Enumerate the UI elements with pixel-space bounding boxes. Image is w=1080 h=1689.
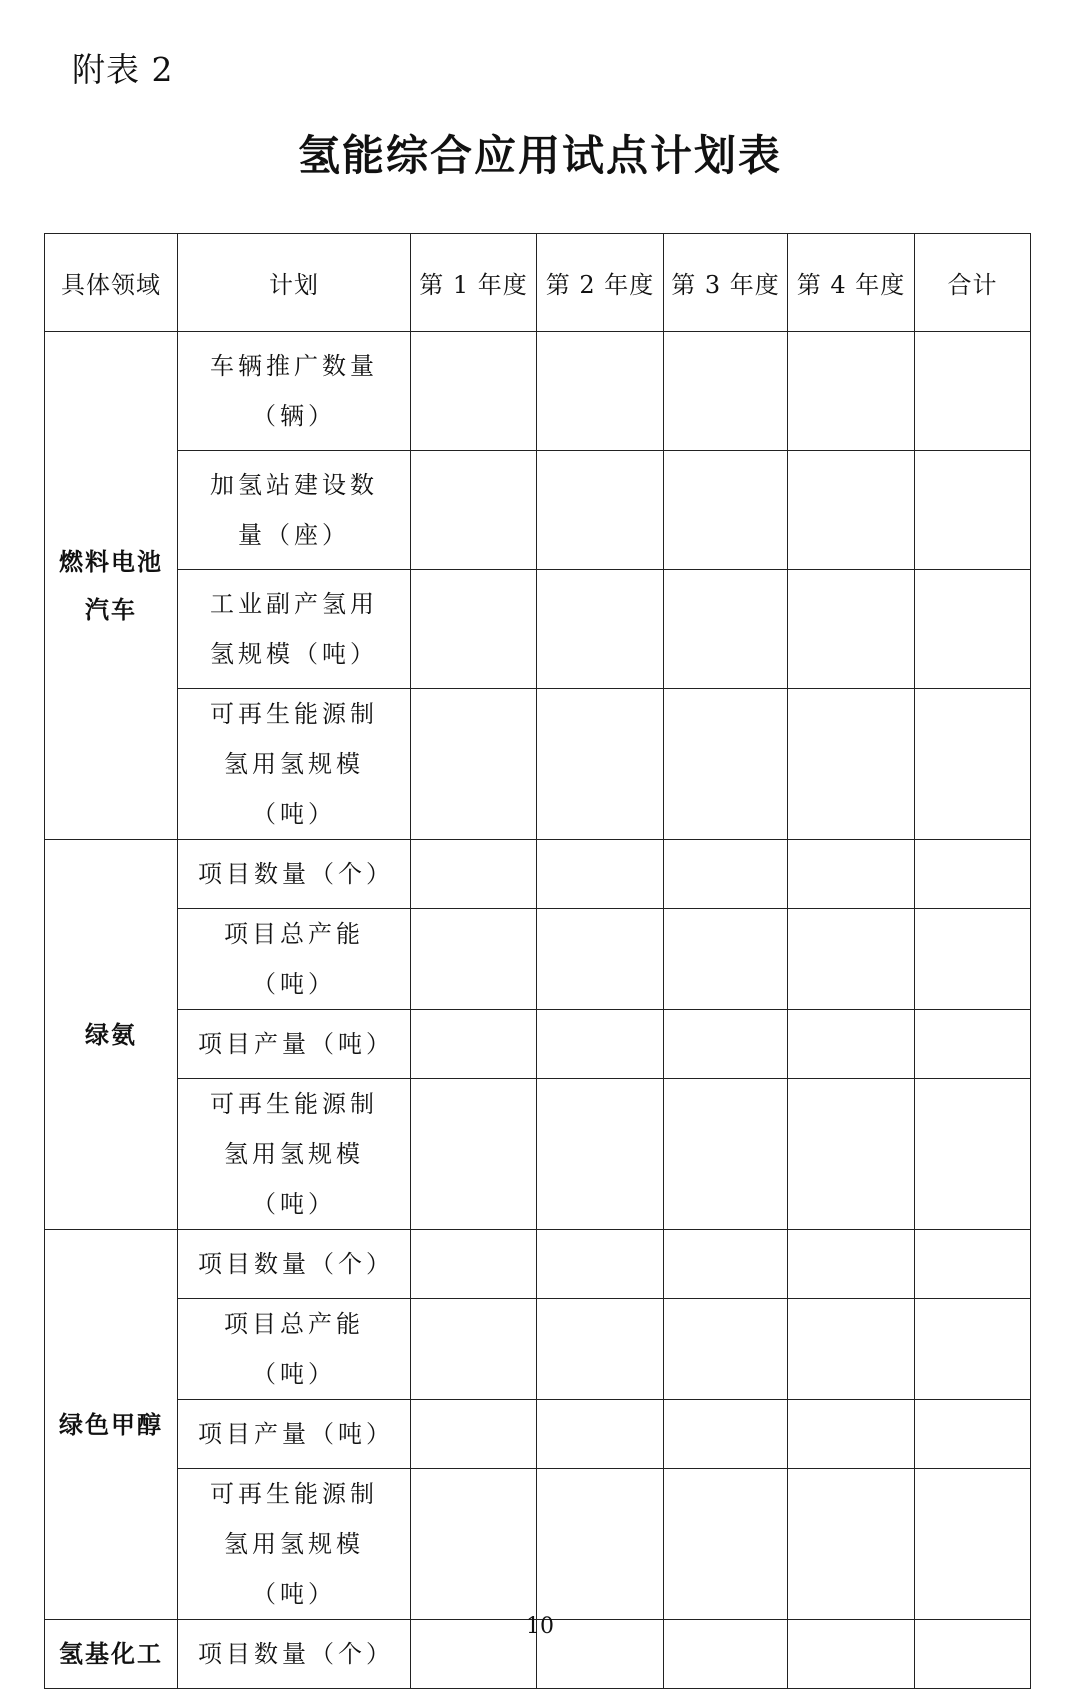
value-cell (915, 332, 1031, 451)
value-cell (915, 1469, 1031, 1620)
domain-cell-hydrogen-chemicals: 氢基化工 (45, 1620, 178, 1689)
value-cell (664, 1400, 788, 1469)
value-cell (915, 689, 1031, 840)
value-cell (788, 332, 915, 451)
value-cell (788, 909, 915, 1010)
plan-item-cell: 项目数量（个） (178, 840, 411, 909)
value-cell (411, 909, 537, 1010)
page-title: 氢能综合应用试点计划表 (297, 131, 782, 180)
value-cell (788, 1230, 915, 1299)
plan-item-cell: 车辆推广数量（辆） (178, 332, 411, 451)
plan-table (44, 233, 1031, 1689)
value-cell (664, 451, 788, 570)
table-row (45, 1400, 1031, 1469)
value-cell (788, 689, 915, 840)
value-cell (537, 451, 664, 570)
value-cell (537, 1010, 664, 1079)
value-cell (537, 689, 664, 840)
domain-cell-green-methanol: 绿色甲醇 (45, 1230, 178, 1620)
attachment-label: 附表 2 (72, 50, 174, 89)
value-cell (411, 570, 537, 689)
value-cell (788, 570, 915, 689)
header-domain: 具体领域 (45, 234, 178, 332)
value-cell (411, 1299, 537, 1400)
plan-item-cell: 可再生能源制氢用氢规模（吨） (178, 1079, 411, 1230)
value-cell (411, 1010, 537, 1079)
value-cell (664, 570, 788, 689)
value-cell (788, 1299, 915, 1400)
value-cell (537, 332, 664, 451)
table-row (45, 1469, 1031, 1620)
plan-item-cell: 可再生能源制氢用氢规模（吨） (178, 1469, 411, 1620)
plan-item-cell: 项目产量（吨） (178, 1400, 411, 1469)
value-cell (537, 1230, 664, 1299)
table-row (45, 1299, 1031, 1400)
value-cell (915, 909, 1031, 1010)
header-year-3: 第 3 年度 (664, 234, 788, 332)
value-cell (411, 1400, 537, 1469)
table-row (45, 332, 1031, 451)
value-cell (664, 332, 788, 451)
value-cell (664, 1079, 788, 1230)
value-cell (915, 840, 1031, 909)
table-row (45, 689, 1031, 840)
value-cell (537, 1400, 664, 1469)
value-cell (411, 1230, 537, 1299)
value-cell (411, 451, 537, 570)
value-cell (411, 1079, 537, 1230)
value-cell (788, 1010, 915, 1079)
table-row (45, 451, 1031, 570)
plan-item-cell: 项目总产能（吨） (178, 909, 411, 1010)
page-number: 10 (526, 1614, 554, 1639)
table-row (45, 1079, 1031, 1230)
plan-item-cell: 工业副产氢用氢规模（吨） (178, 570, 411, 689)
value-cell (537, 840, 664, 909)
value-cell (664, 1230, 788, 1299)
value-cell (915, 1079, 1031, 1230)
value-cell (537, 1469, 664, 1620)
value-cell (411, 840, 537, 909)
value-cell (788, 451, 915, 570)
value-cell (664, 689, 788, 840)
value-cell (664, 1469, 788, 1620)
header-year-2: 第 2 年度 (537, 234, 664, 332)
value-cell (411, 689, 537, 840)
plan-item-cell: 项目数量（个） (178, 1230, 411, 1299)
plan-item-cell: 项目数量（个） (178, 1620, 411, 1689)
plan-item-cell: 项目总产能（吨） (178, 1299, 411, 1400)
value-cell (915, 1400, 1031, 1469)
value-cell (915, 570, 1031, 689)
value-cell (664, 909, 788, 1010)
domain-cell-fuel-cell-vehicles: 燃料电池汽车 (45, 332, 178, 840)
value-cell (915, 1010, 1031, 1079)
table-row (45, 909, 1031, 1010)
value-cell (664, 840, 788, 909)
value-cell (788, 1079, 915, 1230)
header-plan: 计划 (178, 234, 411, 332)
value-cell (915, 451, 1031, 570)
header-row (45, 234, 1031, 332)
value-cell (411, 1469, 537, 1620)
value-cell (915, 1299, 1031, 1400)
value-cell (537, 1299, 664, 1400)
table-row (45, 1230, 1031, 1299)
value-cell (788, 1400, 915, 1469)
table-row (45, 570, 1031, 689)
table-row (45, 1010, 1031, 1079)
domain-cell-green-ammonia: 绿氨 (45, 840, 178, 1230)
value-cell (411, 332, 537, 451)
value-cell (664, 1010, 788, 1079)
header-year-1: 第 1 年度 (411, 234, 537, 332)
value-cell (664, 1299, 788, 1400)
table-row (45, 840, 1031, 909)
value-cell (537, 909, 664, 1010)
plan-item-cell: 可再生能源制氢用氢规模（吨） (178, 689, 411, 840)
value-cell (788, 1469, 915, 1620)
plan-item-cell: 加氢站建设数量（座） (178, 451, 411, 570)
value-cell (537, 570, 664, 689)
value-cell (788, 840, 915, 909)
value-cell (537, 1079, 664, 1230)
value-cell (915, 1230, 1031, 1299)
header-total: 合计 (915, 234, 1031, 332)
header-year-4: 第 4 年度 (788, 234, 915, 332)
plan-item-cell: 项目产量（吨） (178, 1010, 411, 1079)
